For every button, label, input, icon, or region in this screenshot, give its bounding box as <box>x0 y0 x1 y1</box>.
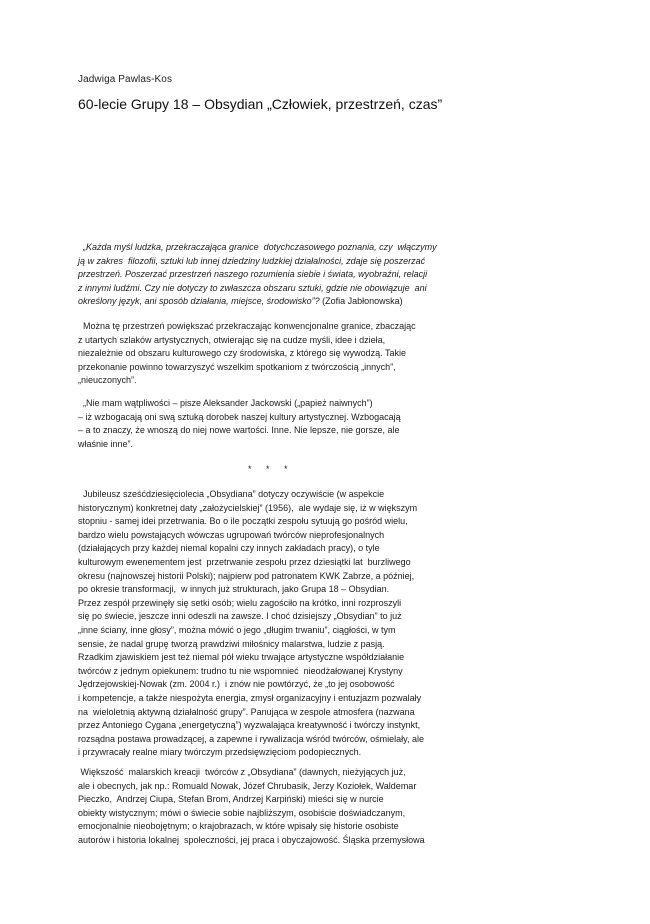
paragraph-line: kulturowym ewenementem jest przetrwanie zespołu przez dziesiątki lat burzliwego <box>78 556 411 567</box>
paragraph-line: Przez zespół przewinęły się setki osób; wielu zagościło na krótko, inni rozproszyli <box>78 597 402 608</box>
paragraph-line: i kompetencje, a także niespożyta energia, zmysł organizacyjny i entuzjazm pozwalały <box>78 692 422 703</box>
paragraph-line: „Nie mam wątpliwości – pisze Aleksander Jackowski („papież naiwnych”) <box>78 398 373 408</box>
paragraph-line: po okresie transformacji, w innych już strukturach, jako Grupa 18 – Obsydian. <box>78 584 390 595</box>
paragraph-line: z utartych szlaków artystycznych, otwierając się na cudze myśli, idee i dzieła, <box>78 334 386 345</box>
paragraph-line: okresu (najnowszej historii Polski); najpierw pod patronatem KWK Zabrze, a później, <box>78 570 415 581</box>
paragraph-line: niezależnie od obszaru kulturowego czy środowiska, z którego się wywodzą. Takie <box>78 348 406 359</box>
paragraph-line: Pieczko, Andrzej Ciupa, Stefan Brom, Andrzej Karpiński) mieści się w nurcie <box>78 794 384 805</box>
paragraph-line: Można tę przestrzeń powiększać przekraczając konwencjonalne granice, zbaczając <box>78 321 416 331</box>
paragraph-line: stopniu - samej idei przetrwania. Bo o ile początki zespołu sytuują go pośród wielu, <box>78 516 408 527</box>
opening-quote <box>78 241 458 309</box>
paragraph-line: Większość malarskich kreacji twórców z „Obsydiana” (dawnych, nieżyjących już, <box>78 767 406 777</box>
quote-line: przestrzeń. Poszerzać przestrzeń naszego rozumienia siebie i świata, wyobraźni, relacji <box>78 269 428 280</box>
paragraph-line: ale i obecnych, jak np.: Romuald Nowak, Józef Chrubasik, Jerzy Koziołek, Waldemar <box>78 780 417 791</box>
paragraph-line: przekonanie powinno towarzyszyć wszelkim spotkaniom z twórczością „innych”, <box>78 361 396 372</box>
paragraph-line: Jędrzejowskiej-Nowak (zm. 2004 r.) i znów nie powtórzyć, że „to jej osobowość <box>78 679 395 690</box>
paragraph-line: – iż wzbogacają oni swą sztuką dorobek naszej kultury artystycznej. Wzbogacają <box>78 411 401 422</box>
section-separator: * * * <box>248 464 294 474</box>
quote-line: ją w zakres filozofii, sztuki lub innej dziedziny ludzkiej działalności, zdaje się poszerzać <box>78 255 426 266</box>
paragraph-line: Rzadkim zjawiskiem jest też niemal pół wieku trwające artystyczne współdziałanie <box>78 652 405 663</box>
author-name: Jadwiga Pawlas-Kos <box>78 74 173 85</box>
quote-line: z innymi ludźmi. Czy nie dotyczy to zwłaszcza obszaru sztuki, gdzie nie obowiązuje ani <box>78 282 427 293</box>
paragraph-line: obiekty wistycznym; mówi o świecie sobie najbliższym, osobiście doświadczanym, <box>78 807 406 818</box>
quote-attribution: (Zofia Jabłonowska) <box>322 296 403 307</box>
paragraph-line: historycznym) konkretnej daty „założycielskiej” (1956), ale wydaje się, iż w większym <box>78 502 418 513</box>
paragraph-line: Jubileusz sześćdziesięciolecia „Obsydiana” dotyczy oczywiście (w aspekcie <box>78 489 385 499</box>
article-title: 60-lecie Grupy 18 – Obsydian „Człowiek, przestrzeń, czas” <box>78 96 443 112</box>
paragraph-line: właśnie inne”. <box>78 438 134 449</box>
paragraph-line: emocjonalnie nieobojętnym; o krajobrazach, w które wpisały się historie osobiste <box>78 821 399 832</box>
paragraph-line: (działających przy każdej niemal kopalni czy innych zakładach pracy), o tyle <box>78 543 380 554</box>
paragraph-line: i przywracały realne miary twórczym przedsięwzięciom podopiecznych. <box>78 747 362 758</box>
paragraph-line: autorów i historia lokalnej społeczności, jej praca i obyczajowość. Śląska przemysłowa <box>78 834 425 845</box>
quote-line-last <box>78 295 458 309</box>
paragraph-line: bardzo wielu powstających wówczas ugrupowań twórców nieprofesjonalnych <box>78 529 385 540</box>
quote-line: „Każda myśl ludzka, przekraczająca granice dotychczasowego poznania, czy włączymy <box>78 242 437 252</box>
paragraph-line: „inne ściany, inne głosy”, można mówić o jego „długim trwaniu”, ciągłości, w tym <box>78 624 396 635</box>
paragraph-3 <box>78 766 458 848</box>
paragraph-line: rozsądna postawa prowadzącej, a zapewne i rywalizacja wśród twórców, ośmielały, ale <box>78 733 424 744</box>
paragraph-line: się po świecie, jeszcze inni odeszli na zawsze. I choć dzisiejszy „Obsydian” to już <box>78 611 402 622</box>
paragraph-1 <box>78 320 458 388</box>
jackowski-quote <box>78 397 458 451</box>
paragraph-line: przez Antoniego Cygana „energetyczną”) wyzwalająca kreatywność i twórczy instynkt, <box>78 720 421 731</box>
paragraph-line: na wieloletnią aktywną działalność grupy”. Panująca w zespole atmosfera (nazwana <box>78 706 415 717</box>
paragraph-line: – a to znaczy, że wnoszą do niej nowe wartości. Inne. Nie lepsze, nie gorsze, ale <box>78 425 400 436</box>
paragraph-line: „nieuczonych”. <box>78 375 137 386</box>
quote-text: określony język, ani sposób działania, miejsce, środowisko”? <box>78 296 323 307</box>
paragraph-line: sensie, że nadal grupę tworzą prawdziwi miłośnicy malarstwa, ludzie z pasją. <box>78 638 385 649</box>
paragraph-2 <box>78 488 458 760</box>
paragraph-line: twórców z jednym opiekunem: trudno tu nie wspomnieć nieodżałowanej Krystyny <box>78 665 403 676</box>
